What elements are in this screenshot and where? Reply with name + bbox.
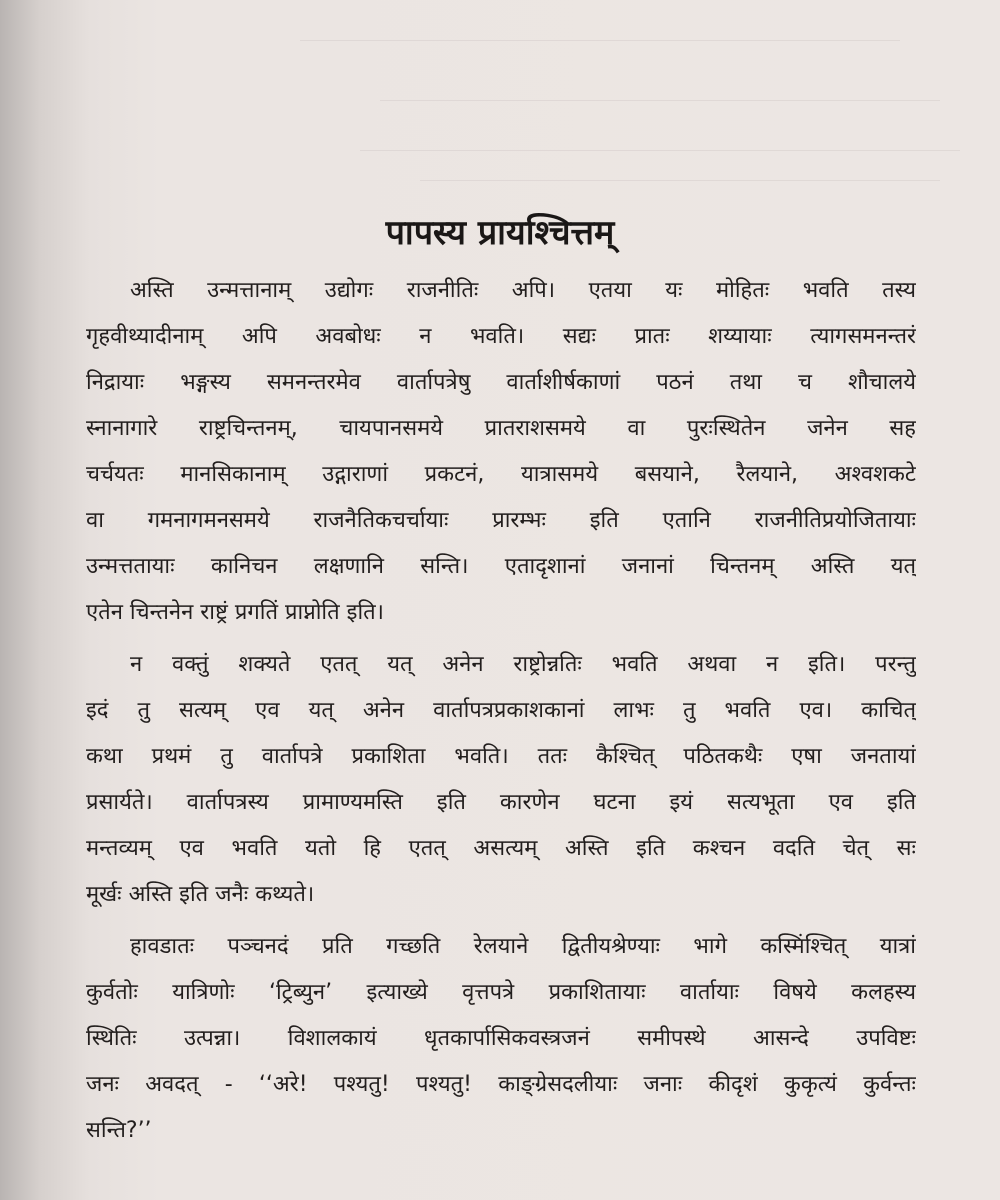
text-line: कुर्वतोः यात्रिणोः ‘ट्रिब्युन’ इत्याख्ये वृत्तपत्रे प्रकाशितायाः वार्तायाः विषये कलहस्य — [86, 980, 916, 1005]
text-line: निद्रायाः भङ्गस्य समनन्तरमेव वार्तापत्रेषु वार्ताशीर्षकाणां पठनं तथा च शौचालये — [86, 370, 916, 395]
text-line: न वक्तुं शक्यते एतत् यत् अनेन राष्ट्रोन्नतिः भवति अथवा न इति। परन्तु — [130, 652, 916, 677]
text-line: गृहवीथ्यादीनाम् अपि अवबोधः न भवति। सद्यः प्रातः शय्यायाः त्यागसमनन्तरं — [86, 324, 916, 349]
text-line: प्रसार्यते। वार्तापत्रस्य प्रामाण्यमस्ति इति कारणेन घटना इयं सत्यभूता एव इति — [86, 790, 916, 815]
text-line: जनः अवदत् - ‘‘अरे! पश्यतु! पश्यतु! काङ्ग्रेसदलीयाः जनाः कीदृशं कुकृत्यं कुर्वन्तः — [86, 1072, 916, 1097]
text-line: उन्मत्ततायाः कानिचन लक्षणानि सन्ति। एतादृशानां जनानां चिन्तनम् अस्ति यत् — [86, 554, 916, 579]
text-line: वा गमनागमनसमये राजनैतिकचर्चायाः प्रारम्भः इति एतानि राजनीतिप्रयोजितायाः — [86, 508, 916, 533]
paragraph-3 — [86, 924, 916, 1154]
paragraph-2 — [86, 642, 916, 918]
bleed-through-mark — [380, 100, 940, 101]
text-line: अस्ति उन्मत्तानाम् उद्योगः राजनीतिः अपि। एतया यः मोहितः भवति तस्य — [130, 278, 916, 303]
bleed-through-mark — [300, 40, 900, 41]
text-line: कथा प्रथमं तु वार्तापत्रे प्रकाशिता भवति। ततः कैश्चित् पठितकथैः एषा जनतायां — [86, 744, 916, 769]
bleed-through-mark — [420, 180, 940, 181]
text-line: मूर्खः अस्ति इति जनैः कथ्यते। — [86, 882, 315, 907]
text-line: मन्तव्यम् एव भवति यतो हि एतत् असत्यम् अस्ति इति कश्चन वदति चेत् सः — [86, 836, 916, 861]
text-line: चर्चयतः मानसिकानाम् उद्गाराणां प्रकटनं, यात्रासमये बसयाने, रैलयाने, अश्वशकटे — [86, 462, 916, 487]
paragraph-1 — [86, 268, 916, 636]
chapter-body — [86, 268, 916, 1160]
text-line: इदं तु सत्यम् एव यत् अनेन वार्तापत्रप्रकाशकानां लाभः तु भवति एव। काचित् — [86, 698, 916, 723]
chapter-title: पापस्य प्रायश्चित्तम् — [385, 213, 615, 253]
text-line: एतेन चिन्तनेन राष्ट्रं प्रगतिं प्राप्नोति इति। — [86, 600, 385, 625]
text-line: हावडातः पञ्चनदं प्रति गच्छति रेलयाने द्वितीयश्रेण्याः भागे कस्मिंश्चित् यात्रां — [130, 934, 916, 959]
bleed-through-mark — [360, 150, 960, 151]
text-line: स्थितिः उत्पन्ना। विशालकायं धृतकार्पासिकवस्त्रजनं समीपस्थे आसन्दे उपविष्टः — [86, 1026, 916, 1051]
text-line: स्नानागारे राष्ट्रचिन्तनम्, चायपानसमये प्रातराशसमये वा पुरःस्थितेन जनेन सह — [86, 416, 916, 441]
text-line: सन्ति?’’ — [86, 1118, 152, 1143]
